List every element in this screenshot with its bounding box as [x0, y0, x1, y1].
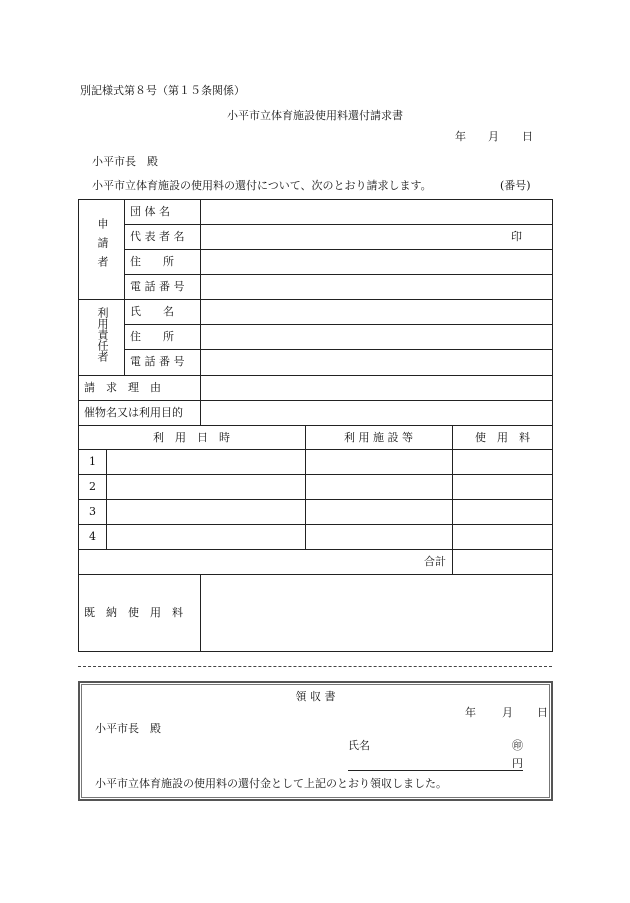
header-facility: 利 用 施 設 等 [344, 431, 413, 444]
receipt-name-input[interactable] [376, 736, 506, 754]
fee-input-1[interactable] [453, 450, 552, 474]
field-applicant-phone: 電 話 番 号 [130, 280, 185, 293]
facility-input-3[interactable] [306, 500, 451, 524]
addressee: 小平市長 殿 [92, 155, 158, 168]
receipt-name-label: 氏名 [348, 739, 370, 752]
applicant-address-input[interactable] [201, 250, 552, 274]
fee-input-3[interactable] [453, 500, 552, 524]
receipt-statement: 小平市立体育施設の使用料の還付金として上記のとおり領収しました。 [95, 777, 447, 790]
request-text: 小平市立体育施設の使用料の還付について、次のとおり請求します。 [92, 179, 432, 192]
receipt-date-month: 月 [502, 706, 513, 719]
row-number: 4 [89, 530, 96, 543]
total-input[interactable] [453, 550, 552, 574]
reason-input[interactable] [201, 376, 552, 400]
purpose-input[interactable] [201, 401, 552, 425]
paid-fee-input[interactable] [201, 575, 552, 651]
applicant-phone-input[interactable] [201, 275, 552, 299]
receipt-date-year: 年 [465, 706, 476, 719]
responsible-address-input[interactable] [201, 325, 552, 349]
group-name-input[interactable] [201, 200, 552, 224]
row-number: 2 [89, 480, 96, 493]
responsible-phone-input[interactable] [201, 350, 552, 374]
responsible-name-input[interactable] [201, 300, 552, 324]
purpose-label: 催物名又は利用目的 [84, 406, 183, 419]
date-year: 年 [455, 130, 466, 143]
usage-datetime-input-4[interactable] [107, 525, 304, 549]
field-representative: 代 表 者 名 [130, 230, 185, 243]
receipt-amount-input[interactable] [348, 755, 508, 770]
usage-datetime-input-2[interactable] [107, 475, 304, 499]
cut-line [78, 666, 552, 667]
receipt-date-day: 日 [537, 706, 548, 719]
header-fee: 使 用 料 [475, 431, 530, 444]
field-responsible-address: 住 所 [130, 330, 174, 343]
representative-input[interactable] [201, 225, 501, 249]
facility-input-2[interactable] [306, 475, 451, 499]
field-applicant-address: 住 所 [130, 255, 174, 268]
yen-label: 円 [512, 757, 523, 770]
facility-input-1[interactable] [306, 450, 451, 474]
fee-input-4[interactable] [453, 525, 552, 549]
receipt-title: 領 収 書 [295, 690, 336, 703]
page-title: 小平市立体育施設使用料還付請求書 [227, 109, 403, 122]
seal-mark: 印 [511, 230, 522, 243]
header-usage-datetime: 利 用 日 時 [153, 431, 230, 444]
row-number: 1 [89, 455, 96, 468]
field-responsible-phone: 電 話 番 号 [130, 355, 185, 368]
date-month: 月 [488, 130, 499, 143]
usage-datetime-input-3[interactable] [107, 500, 304, 524]
row-number: 3 [89, 505, 96, 518]
facility-input-4[interactable] [306, 525, 451, 549]
receipt-addressee: 小平市長 殿 [95, 722, 161, 735]
applicant-group-label: 申請者 [96, 218, 109, 275]
amount-underline [348, 770, 523, 771]
field-group-name: 団 体 名 [130, 205, 170, 218]
paid-fee-label: 既 納 使 用 料 [84, 606, 183, 619]
date-day: 日 [522, 130, 533, 143]
fee-input-2[interactable] [453, 475, 552, 499]
field-responsible-name: 氏 名 [130, 305, 174, 318]
total-label: 合計 [424, 555, 446, 568]
receipt-seal-mark: ㊞ [512, 739, 523, 752]
number-label: (番号) [500, 179, 531, 192]
form-number: 別記様式第８号（第１５条関係） [80, 84, 245, 97]
reason-label: 請 求 理 由 [84, 381, 161, 394]
responsible-group-label: 利用責任者 [96, 307, 109, 362]
usage-datetime-input-1[interactable] [107, 450, 304, 474]
